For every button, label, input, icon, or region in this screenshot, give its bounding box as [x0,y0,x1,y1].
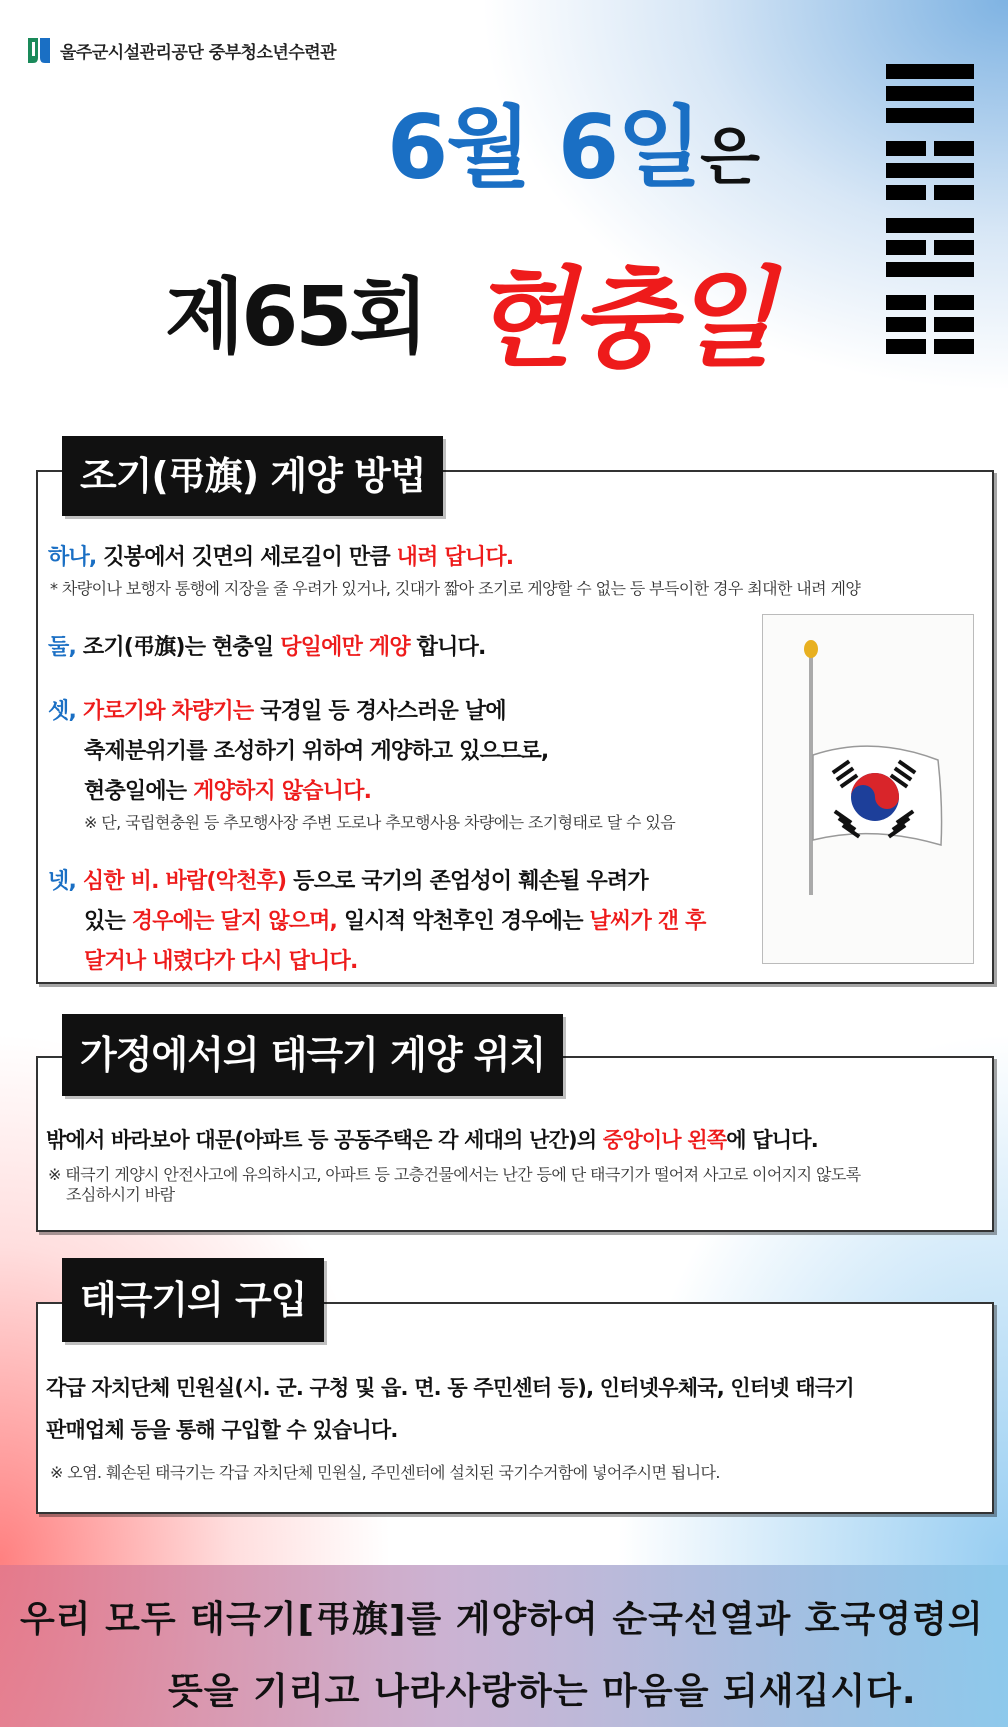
item3-line3-text: 현충일에는 [84,779,194,804]
item3-number: 셋, [48,699,77,724]
title-event-prefix: 제65회 [165,270,426,365]
home-line-emphasis: 중앙이나 왼쪽 [602,1128,727,1152]
item4-line2-emphasis: 경우에는 달지 않으며, [131,909,338,934]
item1-emphasis: 내려 답니다. [396,545,514,570]
item2-emphasis: 당일에만 게양 [280,635,410,660]
item4-text: 등으로 국기의 존엄성이 훼손될 우려가 [286,869,648,894]
item1-line [48,540,513,571]
item2-number: 둘, [48,635,77,660]
geon-trigram-icon [886,64,974,123]
org-name: 울주군시설관리공단 중부청소년수련관 [60,42,337,63]
footer-line-2: 뜻을 기리고 나라사랑하는 마음을 되새깁시다. [168,1671,917,1712]
item1-number: 하나, [48,545,97,570]
item2-text-end: 합니다. [409,635,486,660]
title-event: 현충일 [470,257,771,382]
item1-text: 깃봉에서 깃면의 세로길이 만큼 [96,545,397,570]
item3-line3 [84,774,371,805]
title-date-text: 6월 6일 [386,96,701,199]
item4-line2 [84,904,706,935]
item3-line [48,694,506,725]
home-section-title: 가정에서의 태극기 게양 위치 [62,1014,563,1096]
footer-banner [0,1565,1008,1727]
purchase-line-2: 판매업체 등을 통해 구입할 수 있습니다. [46,1418,398,1442]
item4-line3: 달거나 내렸다가 다시 답니다. [84,949,358,974]
title-date-suffix: 은 [700,120,758,193]
item1-note: * 차량이나 보행자 통행에 지장을 줄 우려가 있거나, 깃대가 짧아 조기로 게양할 수 없는 등 부득이한 경우 최대한 내려 게양 [50,579,861,598]
home-note-1: ※ 태극기 게양시 안전사고에 유의하시고, 아파트 등 고층건물에서는 난간 등에 단 태극기가 떨어져 사고로 이어지지 않도록 [48,1165,861,1184]
gon-trigram-icon [886,295,974,354]
title-date [387,78,758,204]
ri-trigram-icon [886,218,974,277]
half-mast-section [36,470,994,984]
home-line-text-end: 에 답니다. [726,1128,818,1152]
purchase-note: ※ 오염. 훼손된 태극기는 각급 자치단체 민원실, 주민센터에 설치된 국기수거함에 넣어주시면 됩니다. [50,1463,720,1482]
org-logo-icon [26,34,52,66]
home-line-text: 밖에서 바라보아 대문(아파트 등 공동주택은 각 세대의 난간)의 [46,1128,603,1152]
half-mast-section-title: 조기(弔旗) 게양 방법 [62,436,443,516]
purchase-section-title: 태극기의 구입 [62,1258,324,1342]
item3-text: 국경일 등 경사스러운 날에 [253,699,506,724]
item4-line2-text: 있는 [84,909,132,934]
item4-number: 넷, [48,869,77,894]
item2-text: 조기(弔旗)는 현충일 [76,635,281,660]
item3-line2: 축제분위기를 조성하기 위하여 게양하고 있으므로, [84,739,549,764]
home-line [46,1124,818,1154]
gam-trigram-icon [886,141,974,200]
org-header [26,34,336,66]
item2-line [48,630,486,661]
purchase-line-1: 각급 자치단체 민원실(시. 군. 구청 및 읍. 면. 동 주민센터 등), 인터넷우체국, 인터넷 태극기 [46,1376,854,1400]
trigram-decoration [886,64,974,372]
flag-illustration-frame [762,614,974,964]
home-note-2: 조심하시기 바람 [66,1185,175,1204]
item3-note: ※ 단, 국립현충원 등 추모행사장 주변 도로나 추모행사용 차량에는 조기형태로 달 수 있음 [84,813,676,832]
item4-emphasis: 심한 비. 바람(악천후) [76,869,287,894]
item4-line2-text-b: 일시적 악천후인 경우에는 [337,909,590,934]
item4-line2-emphasis-b: 날씨가 갠 후 [589,909,706,934]
item3-emphasis: 가로기와 차량기는 [76,699,254,724]
item3-line3-emphasis: 게양하지 않습니다. [193,779,372,804]
item4-line [48,864,648,895]
taegukgi-half-mast-illustration [763,615,973,963]
footer-line-1: 우리 모두 태극기[弔旗]를 게양하여 순국선열과 호국영령의 [20,1599,984,1640]
